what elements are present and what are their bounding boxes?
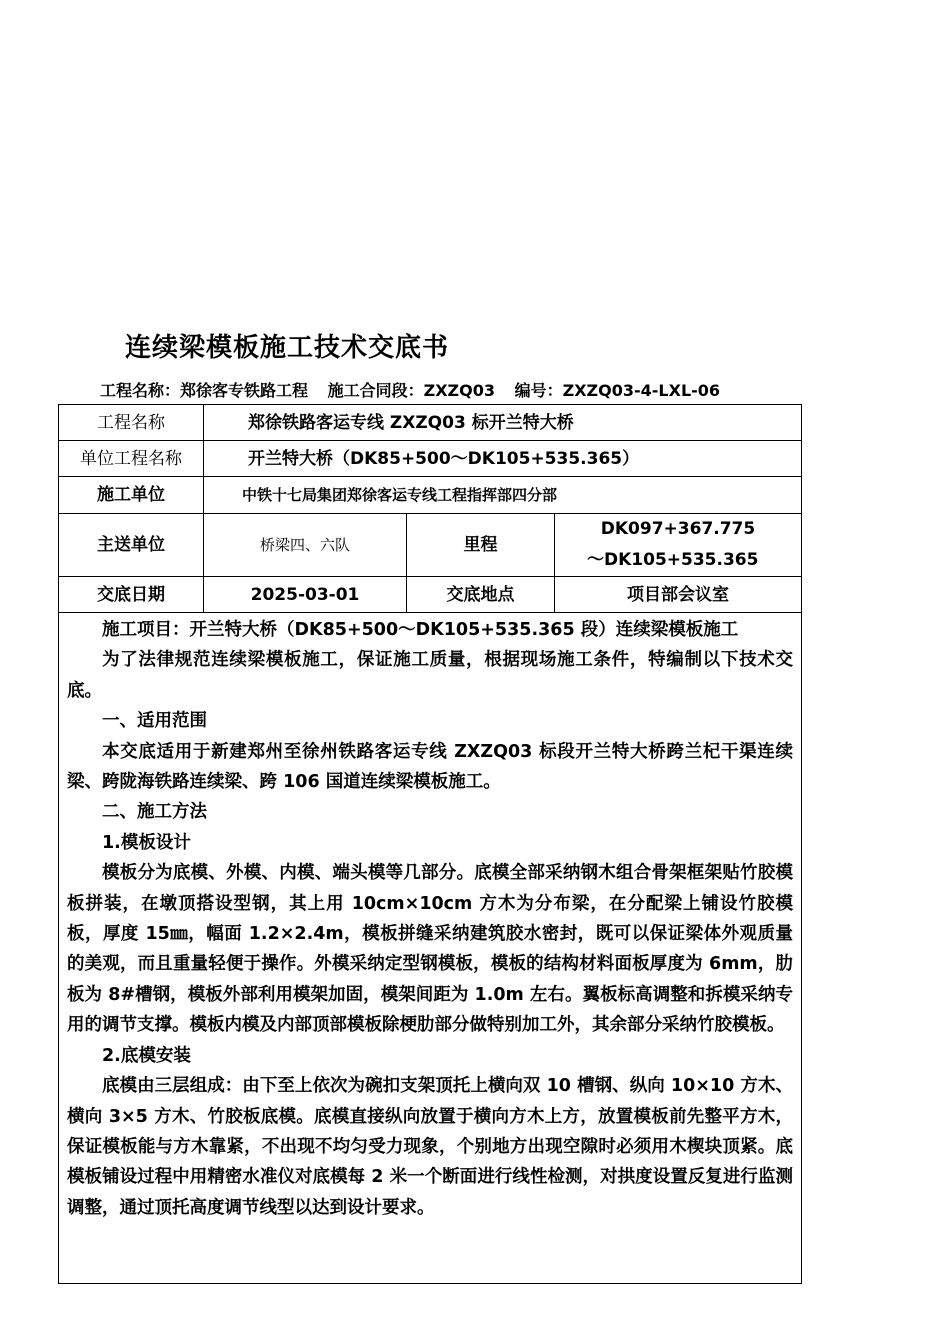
content-paragraph: 为了法律规范连续梁模板施工，保证施工质量，根据现场施工条件，特编制以下技术交底。 <box>67 650 793 701</box>
location-value: 项目部会议室 <box>555 577 802 613</box>
content-paragraph: 模板分为底模、外模、内模、端头模等几部分。底模全部采纳钢木组合骨架框架贴竹胶模板拼装，在墩顶搭设型钢，其上用 10cm×10cm 方木为分布梁，在分配梁上铺设竹胶模板，厚度 15㎜，幅面 1.2×2.4m，模板拼缝采纳建筑胶水密封，既可以保证梁体外观质量的美观，而且重量轻便于操作。外模采纳定型钢模板，模板的结构材料面板厚度为 6mm，肋板为 8#槽钢，模板外部利用模架加固，模架间距为 1.0m 左右。翼板标高调整和拆模采纳专用的调节支撑。模板内模及内部顶部模板除梗肋部分做特别加工外，其余部分采纳竹胶模板。 <box>67 863 793 1036</box>
sending-unit-value: 桥梁四、六队 <box>204 514 407 577</box>
subinfo-project-name: 工程名称：郑徐客专铁路工程 <box>100 381 309 400</box>
mileage-value-line2: ～DK105+535.365 <box>587 550 759 570</box>
project-name-label: 工程名称 <box>59 405 204 441</box>
mileage-label: 里程 <box>407 514 555 577</box>
document-title: 连续梁模板施工技术交底书 <box>125 333 450 363</box>
disclosure-table <box>58 404 802 1284</box>
content-paragraph: 底模由三层组成：由下至上依次为碗扣支架顶托上横向双 10 槽钢、纵向 10×10 方木、横向 3×5 方木、竹胶板底模。底模直接纵向放置于横向方木上方，放置模板前先整平方木，保证模板能与方木靠紧，不出现不均匀受力现象，个别地方出现空隙时必须用木楔块顶紧。底模板铺设过程中用精密水准仪对底模每 2 米一个断面进行线性检测，对拱度设置反复进行监测调整，通过顶托高度调节线型以达到设计要求。 <box>67 1076 793 1218</box>
date-label: 交底日期 <box>59 577 204 613</box>
section-heading-method: 二、施工方法 <box>102 802 207 823</box>
construction-unit-label: 施工单位 <box>59 477 204 514</box>
row-unit-project <box>59 441 802 477</box>
subinfo-number: 编号：ZXZQ03-4-LXL-06 <box>514 381 721 400</box>
disclosure-content <box>59 613 802 1284</box>
mileage-value-line1: DK097+367.775 <box>600 519 756 539</box>
subsection-heading-bottom-form: 2.底模安装 <box>102 1045 191 1066</box>
construction-unit-value: 中铁十七局集团郑徐客运专线工程指挥部四分部 <box>204 477 802 514</box>
project-name-value: 郑徐铁路客运专线 ZXZQ03 标开兰特大桥 <box>204 405 802 441</box>
sending-unit-label: 主送单位 <box>59 514 204 577</box>
row-content <box>59 613 802 1284</box>
row-sending-unit <box>59 514 802 577</box>
row-date <box>59 577 802 613</box>
content-paragraph: 施工项目：开兰特大桥（DK85+500～DK105+535.365 段）连续梁模板施工 <box>102 620 739 640</box>
date-value: 2025-03-01 <box>204 577 407 613</box>
unit-project-value: 开兰特大桥（DK85+500～DK105+535.365） <box>204 441 802 477</box>
unit-project-label: 单位工程名称 <box>59 441 204 477</box>
subsection-heading-design: 1.模板设计 <box>102 832 191 853</box>
row-project-name <box>59 405 802 441</box>
subinfo-contract-section: 施工合同段：ZXZQ03 <box>327 381 496 400</box>
mileage-value <box>555 514 802 577</box>
content-paragraph: 本交底适用于新建郑州至徐州铁路客运专线 ZXZQ03 标段开兰特大桥跨兰杞干渠连续梁、跨陇海铁路连续梁、跨 106 国道连续梁模板施工。 <box>67 741 793 793</box>
row-construction-unit <box>59 477 802 514</box>
document-subinfo <box>100 378 734 401</box>
location-label: 交底地点 <box>407 577 555 613</box>
section-heading-scope: 一、适用范围 <box>102 711 207 732</box>
